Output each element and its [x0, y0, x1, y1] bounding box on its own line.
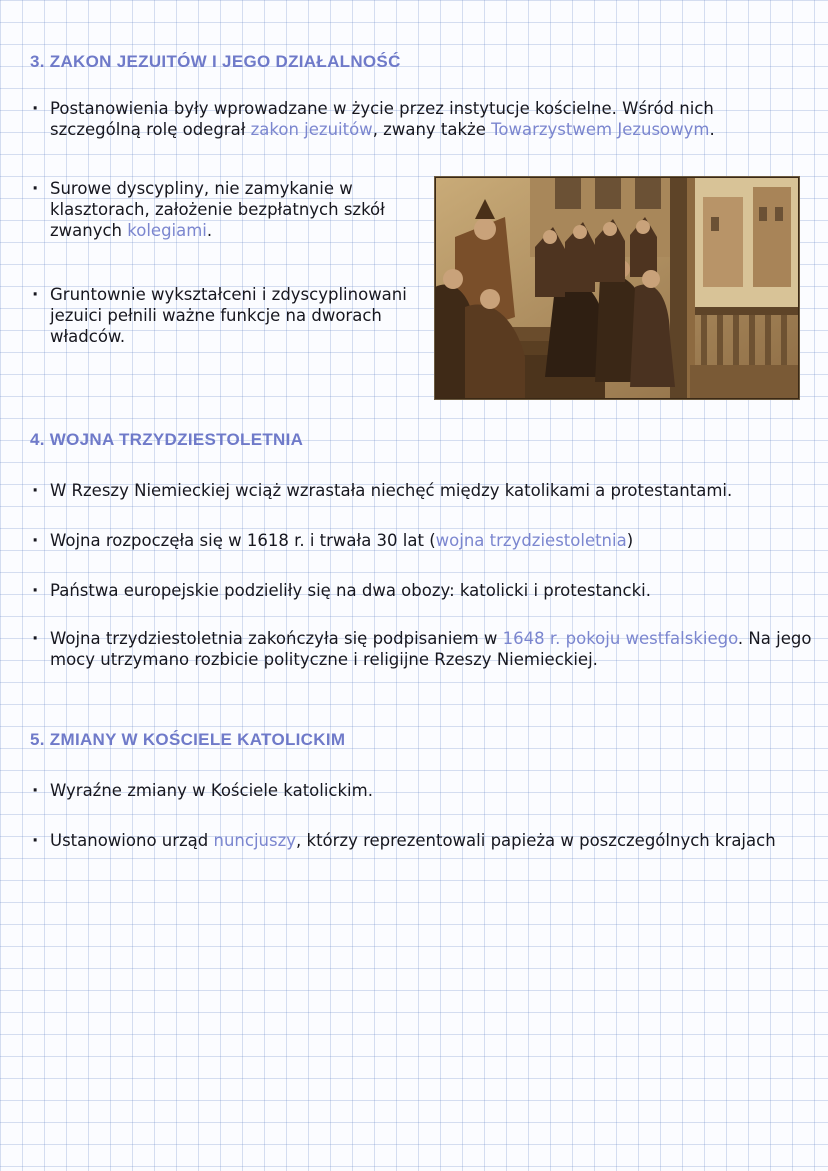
bullet-text: Postanowienia były wprowadzane w życie przez instytucje kościelne. Wśród nich szczególną rolę odegrał: [50, 99, 714, 139]
bullet-text: Surowe dyscypliny, nie zamykanie w klasztorach, założenie bezpłatnych szkół zwanych: [50, 179, 385, 240]
bullet-text: .: [709, 120, 715, 139]
section-4-bullet-4: [32, 628, 822, 670]
section-5-heading: 5. ZMIANY W KOŚCIELE KATOLICKIM: [30, 730, 346, 749]
bullet-text: Gruntownie wykształceni i zdyscyplinowani jezuici pełnili ważne funkcje na dworach władców.: [50, 285, 407, 346]
bullet-text: Wojna rozpoczęła się w 1618 r. i trwała 30 lat (: [50, 531, 436, 550]
term-kolegia: kolegiami: [127, 221, 207, 240]
section-3-bullet-1: [32, 98, 802, 140]
bullet-text: ): [626, 531, 634, 550]
bullet-text: .: [206, 221, 213, 240]
section-4-bullet-2: [32, 530, 822, 551]
bullet-text: W Rzeszy Niemieckiej wciąż wzrastała niechęć między katolikami a protestantami.: [50, 481, 733, 500]
term-wojna-trzydziestoletnia: wojna trzydziestoletnia: [435, 531, 627, 550]
bullet-text: , którzy reprezentowali papieża w poszczególnych krajach: [296, 831, 776, 850]
bullet-icon: ·: [32, 285, 39, 304]
bullet-icon: ·: [32, 629, 39, 648]
bullet-icon: ·: [32, 179, 39, 198]
section-3-heading: 3. ZAKON JEZUITÓW I JEGO DZIAŁALNOŚĆ: [30, 52, 401, 71]
bullet-text: Państwa europejskie podzieliły się na dwa obozy: katolicki i protestancki.: [50, 581, 651, 600]
section-4-heading: 4. WOJNA TRZYDZIESTOLETNIA: [30, 430, 304, 449]
bullet-icon: ·: [32, 581, 39, 600]
section-4-bullet-1: [32, 480, 822, 501]
bullet-text: Wojna trzydziestoletnia zakończyła się podpisaniem w: [50, 629, 503, 648]
bullet-icon: ·: [32, 531, 39, 550]
section-4-bullet-3: [32, 580, 822, 601]
bullet-icon: ·: [32, 99, 39, 118]
term-nuncjusze: nuncjuszy: [213, 831, 297, 850]
term-towarzystwo-jezusowe: Towarzystwem Jezusowym: [491, 120, 710, 139]
bullet-icon: ·: [32, 781, 39, 800]
bullet-text: . Na jego mocy utrzymano rozbicie polityczne i religijne Rzeszy Niemieckiej.: [50, 629, 812, 669]
section-3-bullet-2: [32, 178, 412, 241]
section-5-bullet-2: [32, 830, 822, 851]
bullet-text: Ustanowiono urząd: [50, 831, 214, 850]
bullet-text: Wyraźne zmiany w Kościele katolickim.: [50, 781, 373, 800]
term-zakon-jezuitow: zakon jezuitów: [250, 120, 373, 139]
section-3-bullet-3: [32, 284, 424, 347]
bullet-icon: ·: [32, 831, 39, 850]
historical-engraving-image: [434, 176, 800, 400]
term-pokoj-westfalski: 1648 r. pokoju westfalskiego: [502, 629, 738, 648]
bullet-text: , zwany także: [372, 120, 492, 139]
bullet-icon: ·: [32, 481, 39, 500]
section-5-bullet-1: [32, 780, 822, 801]
